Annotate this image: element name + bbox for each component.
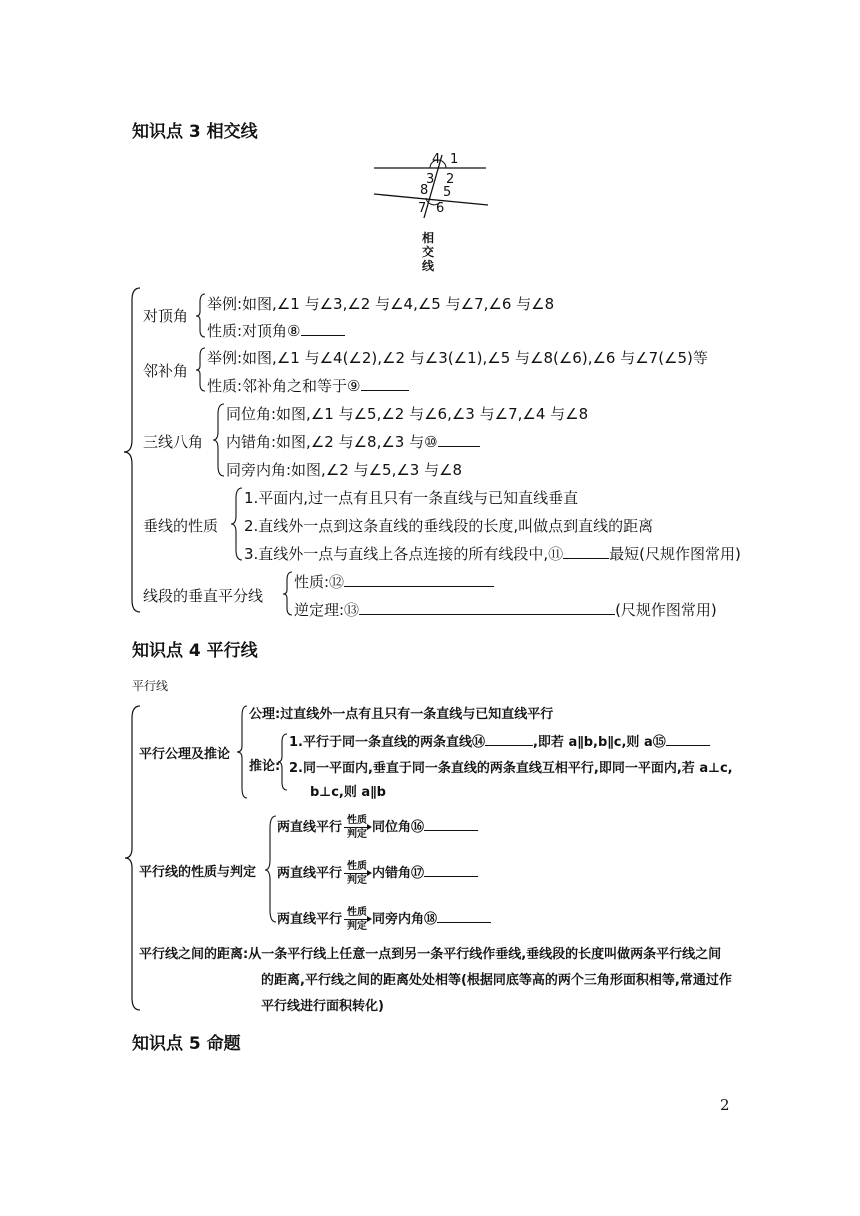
angle-label-4: 4 <box>432 152 441 167</box>
prop-row-corresponding <box>277 815 478 840</box>
va-example: 举例:如图,∠1 与∠3,∠2 与∠4,∠5 与∠7,∠6 与∠8 <box>207 295 555 313</box>
distance-line-3: 平行线进行面积转化) <box>261 999 384 1014</box>
blank-18 <box>437 910 491 923</box>
arrow-bottom: 判定 <box>347 875 368 886</box>
prop-row-alternate <box>277 861 478 886</box>
adjacent-angles-label: 邻补角 <box>143 362 189 380</box>
va-property <box>207 320 345 341</box>
blank-15 <box>666 733 710 746</box>
figure-caption <box>422 231 434 273</box>
angle-label-1: 1 <box>450 152 459 167</box>
section-title-kp5: 知识点 5 命题 <box>132 1034 241 1054</box>
two-parallel-text: 两直线平行 <box>277 820 343 835</box>
props-group-label: 平行线的性质与判定 <box>139 865 257 880</box>
corollary-1-tail: ,即若 a∥b,b∥c,则 a⑮ <box>532 735 666 750</box>
co-interior-angles: 同旁内角:如图,∠2 与∠5,∠3 与∠8 <box>226 461 463 479</box>
axiom-group-label: 平行公理及推论 <box>139 747 231 762</box>
arrow-top: 性质 <box>347 907 368 918</box>
blank-13 <box>359 600 615 615</box>
perp-item-3 <box>244 543 741 564</box>
bisector-note: (尺规作图常用) <box>615 601 717 619</box>
section-title-kp4: 知识点 4 平行线 <box>132 641 258 661</box>
property-test-arrow <box>344 815 370 840</box>
va-property-text: 性质:对顶角⑧ <box>207 322 301 340</box>
figure-caption-char: 线 <box>422 259 435 273</box>
angle-label-6: 6 <box>436 201 445 216</box>
parallel-caption: 平行线 <box>132 679 169 693</box>
page-number: 2 <box>720 1096 730 1114</box>
corresponding-angles: 同位角:如图,∠1 与∠5,∠2 与∠6,∠3 与∠7,∠4 与∠8 <box>226 405 589 423</box>
corr-angle-text: 同位角⑯ <box>372 820 425 835</box>
perp-item-1: 1.平面内,过一点有且只有一条直线与已知直线垂直 <box>244 489 579 507</box>
angle-label-5: 5 <box>443 185 452 200</box>
blank-17 <box>424 864 478 877</box>
perp-item-3-tail: 最短(尺规作图常用) <box>609 545 741 563</box>
cointerior-angle-text: 同旁内角⑱ <box>372 912 438 927</box>
alt-angle-text: 内错角⑰ <box>372 866 425 881</box>
vertical-angles-label: 对顶角 <box>143 307 189 325</box>
blank-8 <box>301 321 345 336</box>
blank-9 <box>361 376 409 391</box>
bisector-converse <box>294 599 717 620</box>
figure-caption-char: 交 <box>422 245 435 259</box>
angle-label-8: 8 <box>420 183 429 198</box>
distance-line-2: 的距离,平行线之间的距离处处相等(根据同底等高的两个三角形面积相等,常通过作 <box>261 973 732 988</box>
corollary-2a: 2.同一平面内,垂直于同一条直线的两条直线互相平行,即同一平面内,若 a⊥c, <box>289 761 733 776</box>
arrow-top: 性质 <box>347 861 368 872</box>
blank-11 <box>563 544 609 559</box>
three-lines-label: 三线八角 <box>143 433 204 451</box>
parallel-axiom: 公理:过直线外一点有且只有一条直线与已知直线平行 <box>249 707 554 722</box>
two-parallel-text: 两直线平行 <box>277 912 343 927</box>
arrow-top: 性质 <box>347 815 368 826</box>
alternate-angles <box>226 431 480 452</box>
arrow-bottom: 判定 <box>347 921 368 932</box>
blank-16 <box>424 818 478 831</box>
aa-example: 举例:如图,∠1 与∠4(∠2),∠2 与∠3(∠1),∠5 与∠8(∠6),∠6 与∠7(∠5)等 <box>207 349 708 367</box>
angle-label-2: 2 <box>446 172 455 187</box>
property-test-arrow <box>344 907 370 932</box>
bisector-property <box>294 571 494 592</box>
perp-item-2: 2.直线外一点到这条直线的垂线段的长度,叫做点到直线的距离 <box>244 517 654 535</box>
blank-10 <box>438 432 480 447</box>
bisector-converse-text: 逆定理:⑬ <box>294 601 360 619</box>
alternate-angles-text: 内错角:如图,∠2 与∠8,∠3 与⑩ <box>226 433 438 451</box>
corollary-2b: b⊥c,则 a∥b <box>310 785 386 800</box>
prop-row-cointerior <box>277 907 491 932</box>
corollary-label: 推论: <box>249 759 281 774</box>
bisector-label: 线段的垂直平分线 <box>143 587 264 605</box>
blank-14 <box>485 733 533 746</box>
corollary-1-text: 1.平行于同一条直线的两条直线⑭ <box>289 735 485 750</box>
section-title-kp3: 知识点 3 相交线 <box>132 122 258 142</box>
property-test-arrow <box>344 861 370 886</box>
distance-line-1: 平行线之间的距离:从一条平行线上任意一点到另一条平行线作垂线,垂线段的长度叫做两条平行线之间 <box>139 947 722 962</box>
perpendicular-label: 垂线的性质 <box>143 517 219 535</box>
perp-item-3-text: 3.直线外一点与直线上各点连接的所有线段中,⑪ <box>244 545 564 563</box>
angle-label-3: 3 <box>426 172 435 187</box>
angle-label-7: 7 <box>418 201 427 216</box>
aa-property-text: 性质:邻补角之和等于⑨ <box>207 377 361 395</box>
bisector-property-text: 性质:⑫ <box>294 573 345 591</box>
corollary-1 <box>289 731 710 750</box>
blank-12 <box>344 572 494 587</box>
arrow-bottom: 判定 <box>347 829 368 840</box>
aa-property <box>207 375 409 396</box>
two-parallel-text: 两直线平行 <box>277 866 343 881</box>
figure-caption-char: 相 <box>422 231 435 245</box>
